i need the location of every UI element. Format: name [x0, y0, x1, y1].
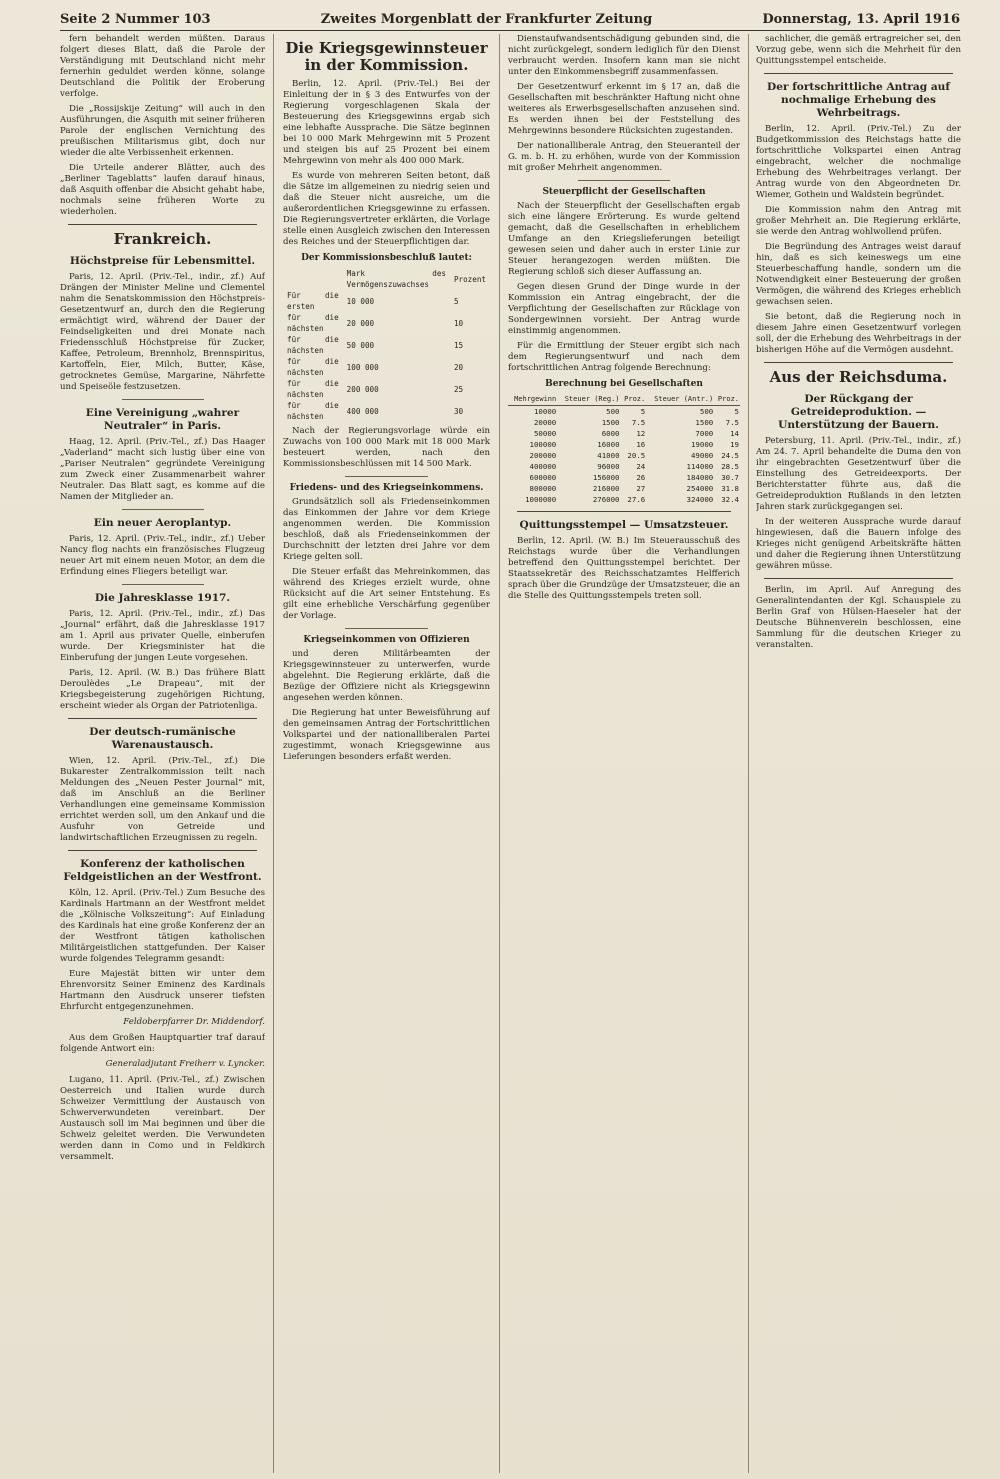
divider	[517, 511, 730, 512]
tax-cell: 26	[636, 473, 646, 482]
article-text: Köln, 12. April. (Priv.-Tel.) Zum Besuche des Kardinals Hartmann an der Westfront meldet die „Kölnische Volkszeitung“: Auf Einladung des Kardinals hat eine große Konferenz der an der Westfront tätigen katholischen Militärgeistlichen stattgefunden. Der Kaiser wurde folgendes Telegramm gesandt:	[60, 888, 265, 964]
rates-cell-rate: 30	[453, 406, 464, 416]
rates-row	[283, 334, 490, 356]
article-text: Sie betont, daß die Regierung noch in diesem Jahre einen Gesetzentwurf vorlegen soll, der die Erhebung des Wehrbeitrags in der bisherigen Höhe auf die Vermögen ausdehnt.	[756, 312, 961, 355]
divider	[764, 362, 953, 363]
article-text: fern behandelt werden müßten. Daraus folgert dieses Blatt, daß die Parole der Verständigung mit Deutschland nicht mehr fernerhin geduldet werden könne, solange Deutschland die Politik der Eroberung verfolge.	[60, 34, 265, 99]
tax-cell: 276000	[592, 495, 620, 504]
tax-cell: 14	[730, 429, 739, 438]
divider	[68, 850, 257, 851]
article-text: Die Urteile anderer Blätter, auch des „Berliner Tageblatts“ laufen darauf hinaus, daß Asquith offenbar die Absicht gehabt habe, nochmals seine früheren Worte zu wiederholen.	[60, 163, 265, 217]
tax-cell: 156000	[592, 473, 620, 482]
article-heading: Der Rückgang der Getreideproduktion. — Unterstützung der Bauern.	[778, 393, 939, 431]
article-text: Wien, 12. April. (Priv.-Tel., zf.) Die Bukarester Zentralkommission teilt nach Meldungen des „Neuen Pester Journal“ mit, daß im Anschluß an die Berliner Verhandlungen eine gemeinsame Kommission errichtet werden soll, um den Ankauf und die Ausfuhr von Getreide und landwirtschaftlichen Erzeugnissen zu regeln.	[60, 756, 265, 843]
tax-header: Proz.	[621, 394, 647, 406]
article-text: Grundsätzlich soll als Friedenseinkommen das Einkommen der Jahre vor dem Kriege angenommen werden. Die Kommission beschloß, daß als Friedenseinkommen der Durchschnitt der letzten drei Jahre vor dem Kriege gelten soll.	[283, 497, 490, 562]
rates-cell-label: für die nächsten	[287, 335, 339, 355]
tax-cell: 16000	[597, 440, 620, 449]
rates-cell-rate: 15	[453, 340, 464, 350]
tax-cell: 24	[636, 462, 646, 471]
article-heading: Eine Vereinigung „wahrer Neutraler“ in Paris.	[85, 407, 240, 432]
tax-header: Mehrgewinn	[508, 394, 557, 406]
tax-row	[508, 406, 740, 418]
table-title: Der Kommissionsbeschluß lautet:	[301, 253, 472, 263]
tax-row	[508, 417, 740, 428]
tax-cell: 1000000	[525, 495, 557, 504]
masthead-date: Donnerstag, 13. April 1916	[762, 11, 960, 27]
tax-cell: 10000	[533, 407, 557, 416]
rates-row	[283, 400, 490, 422]
divider	[68, 224, 257, 225]
tax-cell: 12	[636, 429, 646, 438]
tax-cell: 20.5	[627, 451, 646, 460]
tax-cell: 5	[640, 407, 646, 416]
tax-cell: 27	[636, 484, 646, 493]
rates-row	[283, 312, 490, 334]
tax-cell: 600000	[529, 473, 557, 482]
tax-cell: 96000	[597, 462, 620, 471]
tax-cell: 100000	[529, 440, 557, 449]
rates-cell-rate: 25	[453, 384, 464, 394]
tax-table	[508, 394, 740, 505]
divider	[122, 509, 204, 510]
article-text: Berlin, im April. Auf Anregung des Generalintendanten der Kgl. Schauspiele zu Berlin Graf von Hülsen-Haeseler hat der Deutsche Bühnenverein beschlossen, eine Sammlung für die deutschen Krieger zu veranstalten.	[756, 585, 961, 650]
column-2	[283, 34, 490, 1473]
tax-header: Proz.	[714, 394, 740, 406]
article-text: Berlin, 12. April. (Priv.-Tel.) Bei der Einleitung der in § 3 des Entwurfes von der Regierung vorgeschlagenen Skala der Besteuerung des Kriegsgewinns ergab sich eine lebhafte Aussprache. Die Sätze beginnen bei 10 000 Mark Mehrgewinn mit 5 Prozent und steigen bis auf 25 Prozent bei einem Mehrgewinn von mehr als 400 000 Mark.	[283, 79, 490, 166]
tax-cell: 30.7	[721, 473, 739, 482]
tax-cell: 400000	[529, 462, 557, 471]
article-heading: Ein neuer Aeroplantyp.	[93, 517, 232, 529]
rates-cell-label: Für die ersten	[287, 291, 339, 311]
article-headline: Die Kriegsgewinnsteuer in der Kommission.	[285, 39, 488, 74]
rates-cell-amount: 20 000	[346, 318, 375, 328]
masthead	[60, 8, 960, 31]
tax-cell: 184000	[686, 473, 714, 482]
tax-cell: 20000	[533, 418, 557, 427]
column-1	[60, 34, 265, 1473]
tax-cell: 31.8	[721, 484, 739, 493]
tax-cell: 114000	[686, 462, 714, 471]
article-text: Berlin, 12. April. (Priv.-Tel.) Zu der Budgetkommission des Reichstags hatte die fortschrittliche Volkspartei einen Antrag eingebracht, welcher die nochmalige Erhebung des Wehrbeitrages verlangt. Der Antrag wurde von den Abgeordneten Dr. Wiemer, Gothein und Waldstein begründet.	[756, 124, 961, 200]
tax-cell: 324000	[686, 495, 714, 504]
tax-cell: 500	[699, 407, 714, 416]
article-subheading: Kriegseinkommen von Offizieren	[303, 635, 470, 645]
tax-cell: 16	[636, 440, 646, 449]
rates-header	[283, 268, 343, 290]
column-rule	[273, 34, 274, 1473]
article-text: Nach der Regierungsvorlage würde ein Zuwachs von 100 000 Mark mit 18 000 Mark besteuert werden, nach den Kommissionsbeschlüssen mit 14 500 Mark.	[283, 426, 490, 469]
signature: Feldoberpfarrer Dr. Middendorf.	[123, 1017, 265, 1027]
rates-header: Prozent	[453, 274, 486, 284]
tax-cell: 50000	[533, 429, 557, 438]
rates-table	[283, 268, 490, 422]
rates-cell-amount: 200 000	[346, 384, 379, 394]
divider	[578, 180, 671, 181]
article-text: Die Kommission nahm den Antrag mit großer Mehrheit an. Die Regierung erklärte, sie werde den Antrag wohlwollend prüfen.	[756, 205, 961, 237]
rates-cell-label: für die nächsten	[287, 357, 339, 377]
tax-row	[508, 461, 740, 472]
tax-cell: 7000	[695, 429, 714, 438]
article-text: Eure Majestät bitten wir unter dem Ehrenvorsitz Seiner Eminenz des Kardinals Hartmann den Ausdruck unserer tiefsten Ehrfurcht entgegenzunehmen.	[60, 969, 265, 1012]
article-text: Paris, 12. April. (Priv.-Tel., indir., zf.) Ueber Nancy flog nachts ein französisches Flugzeug neuer Art mit einem neuen Motor, an dem die Erfindung eines Fliegers beteiligt war.	[60, 534, 265, 577]
tax-cell: 24.5	[721, 451, 739, 460]
article-text: Paris, 12. April. (Priv.-Tel., indir., zf.) Das „Journal“ erfährt, daß die Jahresklasse 1917 am 1. April aus privater Quelle, einberufen wurde. Der Kriegsminister hat die Einberufung der jungen Leute vorgesehen.	[60, 609, 265, 663]
tax-row	[508, 483, 740, 494]
article-heading: Der fortschrittliche Antrag auf nochmalige Erhebung des Wehrbeitrags.	[767, 81, 950, 119]
rates-cell-label: für die nächsten	[287, 313, 339, 333]
rates-cell-amount: 400 000	[346, 406, 379, 416]
rates-cell-amount: 50 000	[346, 340, 375, 350]
tax-cell: 216000	[592, 484, 620, 493]
tax-row	[508, 428, 740, 439]
rates-row	[283, 356, 490, 378]
divider	[345, 476, 428, 477]
tax-cell: 19000	[690, 440, 714, 449]
article-text: Aus dem Großen Hauptquartier traf darauf folgende Antwort ein:	[60, 1033, 265, 1054]
divider	[764, 578, 953, 579]
divider	[345, 628, 428, 629]
tax-cell: 32.4	[721, 495, 739, 504]
tax-cell: 27.6	[627, 495, 646, 504]
tax-cell: 800000	[529, 484, 557, 493]
article-heading: Quittungsstempel — Umsatzsteuer.	[519, 519, 729, 531]
article-text: Die Regierung hat unter Beweisführung auf den gemeinsamen Antrag der Fortschrittlichen Volkspartei und der nationalliberalen Partei zugestimmt, wonach Kriegsgewinne aus Lieferungen besonders erfaßt werden.	[283, 708, 490, 762]
column-rule	[499, 34, 500, 1473]
article-text: Dienstaufwandsentschädigung gebunden sind, die nicht zurückgelegt, sondern lediglich für den Dienst verbraucht werden. Insofern kann man sie nicht unter den Einkommensbegriff zusammenfassen.	[508, 34, 740, 77]
rates-cell-label: für die nächsten	[287, 379, 339, 399]
divider	[122, 584, 204, 585]
tax-cell: 28.5	[721, 462, 739, 471]
article-subheading: Friedens- und des Kriegseinkommens.	[289, 483, 484, 493]
article-heading: Die Jahresklasse 1917.	[94, 592, 231, 604]
rates-row	[283, 290, 490, 312]
article-heading: Der deutsch-rumänische Warenaustausch.	[89, 726, 236, 751]
article-text: Die Steuer erfaßt das Mehreinkommen, das während des Krieges erzielt wurde, ohne Rücksicht auf die Art seiner Entstehung. Es gilt eine erhebliche Verschärfung gegenüber der Vorlage.	[283, 567, 490, 621]
tax-cell: 49000	[690, 451, 714, 460]
article-text: Berlin, 12. April. (W. B.) Im Steuerausschuß des Reichstags wurde über die Verhandlungen betreffend den Quittungsstempel berichtet. Der Staatssekretär des Reichsschatzamtes Helfferich sprach über die Grundzüge der Umsatzsteuer, die an die Stelle des Quittungsstempels treten soll.	[508, 536, 740, 601]
signature: Generaladjutant Freiherr v. Lyncker.	[105, 1059, 265, 1069]
article-text: Paris, 12. April. (Priv.-Tel., indir., zf.) Auf Drängen der Minister Meline und Clementel nahm die Senatskommission den Höchstpreis-Gesetzentwurf an, durch den die Regierung ermächtigt wird, während der Dauer der Feindseligkeiten und drei Monate nach Friedensschluß Höchstpreise für Zucker, Kaffee, Petroleum, Brennholz, Brennspiritus, Kartoffeln, Eier, Milch, Butter, Käse, getrocknetes Gemüse, Margarine, Nährfette und Speiseöle festzusetzen.	[60, 272, 265, 392]
rates-cell-rate: 5	[453, 296, 459, 306]
article-text: Der Gesetzentwurf erkennt im § 17 an, daß die Gesellschaften mit beschränkter Haftung nicht ohne weiteres als Erwerbsgesellschaften anzusehen sind. Es werden ihnen bei der Feststellung des Mehrgewinns besondere Rücksichten zugestanden.	[508, 82, 740, 136]
rates-cell-label: für die nächsten	[287, 401, 339, 421]
article-text: In der weiteren Aussprache wurde darauf hingewiesen, daß die Bauern infolge des Krieges nicht genügend Arbeitskräfte hätten und daher die Regierung ihnen Unterstützung gewähren müsse.	[756, 517, 961, 571]
tax-cell: 7.5	[725, 418, 739, 427]
tax-cell: 254000	[686, 484, 714, 493]
article-text: Haag, 12. April. (Priv.-Tel., zf.) Das Haager „Vaderland“ macht sich lustig über eine von „Pariser Neutralen“ gegründete Vereinigung zum Zweck einer Zusammenarbeit wahrer Neutraler. Das Blatt sagt, es komme auf die Namen der Mitglieder an.	[60, 437, 265, 502]
article-text: Der nationalliberale Antrag, den Steueranteil der G. m. b. H. zu erhöhen, wurde von der Kommission mit großer Mehrheit angenommen.	[508, 141, 740, 173]
tax-cell: 1500	[601, 418, 620, 427]
tax-header: Steuer (Antr.)	[646, 394, 714, 406]
article-subheading: Steuerpflicht der Gesellschaften	[542, 187, 706, 197]
masthead-title: Zweites Morgenblatt der Frankfurter Zeitung	[320, 11, 653, 27]
rates-cell-rate: 10	[453, 318, 464, 328]
article-text: Für die Ermittlung der Steuer ergibt sich nach dem Regierungsentwurf und nach dem fortschrittlichen Antrag folgende Berechnung:	[508, 341, 740, 373]
tax-cell: 19	[730, 440, 739, 449]
section-heading-reichsduma: Aus der Reichsduma.	[769, 368, 948, 386]
tax-row	[508, 439, 740, 450]
tax-row	[508, 494, 740, 505]
article-text: Die „Rossijskije Zeitung“ will auch in den Ausführungen, die Asquith mit seiner früheren Parole der englischen Vernichtung des preußischen Militarismus gibt, doch nur wieder die alte Verbissenheit erkennen.	[60, 104, 265, 158]
tax-row	[508, 472, 740, 483]
tax-cell: 1500	[695, 418, 714, 427]
tax-header: Steuer (Reg.)	[557, 394, 620, 406]
article-heading: Höchstpreise für Lebensmittel.	[69, 255, 256, 267]
tax-cell: 6000	[601, 429, 620, 438]
article-heading: Konferenz der katholischen Feldgeistlichen an der Westfront.	[63, 858, 262, 883]
article-text: Nach der Steuerpflicht der Gesellschaften ergab sich eine längere Erörterung. Es wurde geltend gemacht, daß die Gesellschaften in erheblichem Umfange an den Kriegslieferungen beteiligt gewesen seien und daher auch in erster Linie zur Steuer herangezogen werden müßten. Die Regierung schloß sich dieser Auffassung an.	[508, 201, 740, 277]
column-rule	[748, 34, 749, 1473]
tax-cell: 5	[734, 407, 739, 416]
article-text: sachlicher, die gemäß ertragreicher sei, den Vorzug gebe, wenn sich die Mehrheit für den Quittungsstempel entscheide.	[756, 34, 961, 66]
article-text: Lugano, 11. April. (Priv.-Tel., zf.) Zwischen Oesterreich und Italien wurde durch Schweizer Vermittlung der Austausch von Schwerverwundeten vereinbart. Der Austausch soll im Mai beginnen und über die Schweiz geleitet werden. Die Verwundeten werden dann in Como und in Feldkirch versammelt.	[60, 1075, 265, 1162]
column-3	[508, 34, 740, 1473]
table-title: Berechnung bei Gesellschaften	[545, 379, 703, 389]
article-text: Es wurde von mehreren Seiten betont, daß die Sätze im allgemeinen zu niedrig seien und daß die Steuer nicht ausreiche, um die außerordentlichen Kriegsgewinne zu erfassen. Die Regierungsvertreter erklärten, die Vorlage stelle einen Ausgleich zwischen den Interessen des Reiches und der Steuerpflichtigen dar.	[283, 171, 490, 247]
column-4	[756, 34, 961, 1473]
divider	[68, 718, 257, 719]
tax-cell: 200000	[529, 451, 557, 460]
rates-header: Mark des Vermögenszuwachses	[346, 269, 446, 289]
divider	[122, 399, 204, 400]
rates-cell-amount: 10 000	[346, 296, 375, 306]
article-text: Die Begründung des Antrages weist darauf hin, daß es sich keineswegs um eine Steuerbeschaffung handle, sondern um die Notwendigkeit einer Besteuerung der großen Vermögen, die während des Krieges erheblich gewachsen seien.	[756, 242, 961, 307]
tax-cell: 7.5	[631, 418, 646, 427]
tax-row	[508, 450, 740, 461]
divider	[764, 73, 953, 74]
tax-cell: 41000	[597, 451, 620, 460]
section-heading-frankreich: Frankreich.	[113, 230, 212, 248]
article-text: Petersburg, 11. April. (Priv.-Tel., indir., zf.) Am 24. 7. April behandelte die Duma den von ihr eingebrachten Gesetzentwurf über die Einstellung des Getreideexports. Der Berichterstatter führte aus, daß die Getreideproduktion Rußlands in den letzten Jahren stark zurückgegangen sei.	[756, 436, 961, 512]
article-text: Gegen diesen Grund der Dinge wurde in der Kommission ein Antrag eingebracht, der die Verpflichtung der Gesellschaften zur Rücklage von Sondergewinnen vorsieht. Der Antrag wurde einstimmig angenommen.	[508, 282, 740, 336]
article-text: Paris, 12. April. (W. B.) Das frühere Blatt Deroulèdes „Le Drapeau“, mit der Kriegsbegeisterung zugehörigen Richtung, erscheint wieder als Organ der Patriotenliga.	[60, 668, 265, 711]
rates-cell-rate: 20	[453, 362, 464, 372]
tax-cell: 500	[606, 407, 620, 416]
masthead-page-number: Seite 2 Nummer 103	[60, 11, 211, 27]
rates-row	[283, 378, 490, 400]
article-text: und deren Militärbeamten der Kriegsgewinnsteuer zu unterwerfen, wurde abgelehnt. Die Regierung erklärte, daß die Bezüge der Offiziere nicht als Kriegsgewinn angesehen werden können.	[283, 649, 490, 703]
rates-cell-amount: 100 000	[346, 362, 379, 372]
